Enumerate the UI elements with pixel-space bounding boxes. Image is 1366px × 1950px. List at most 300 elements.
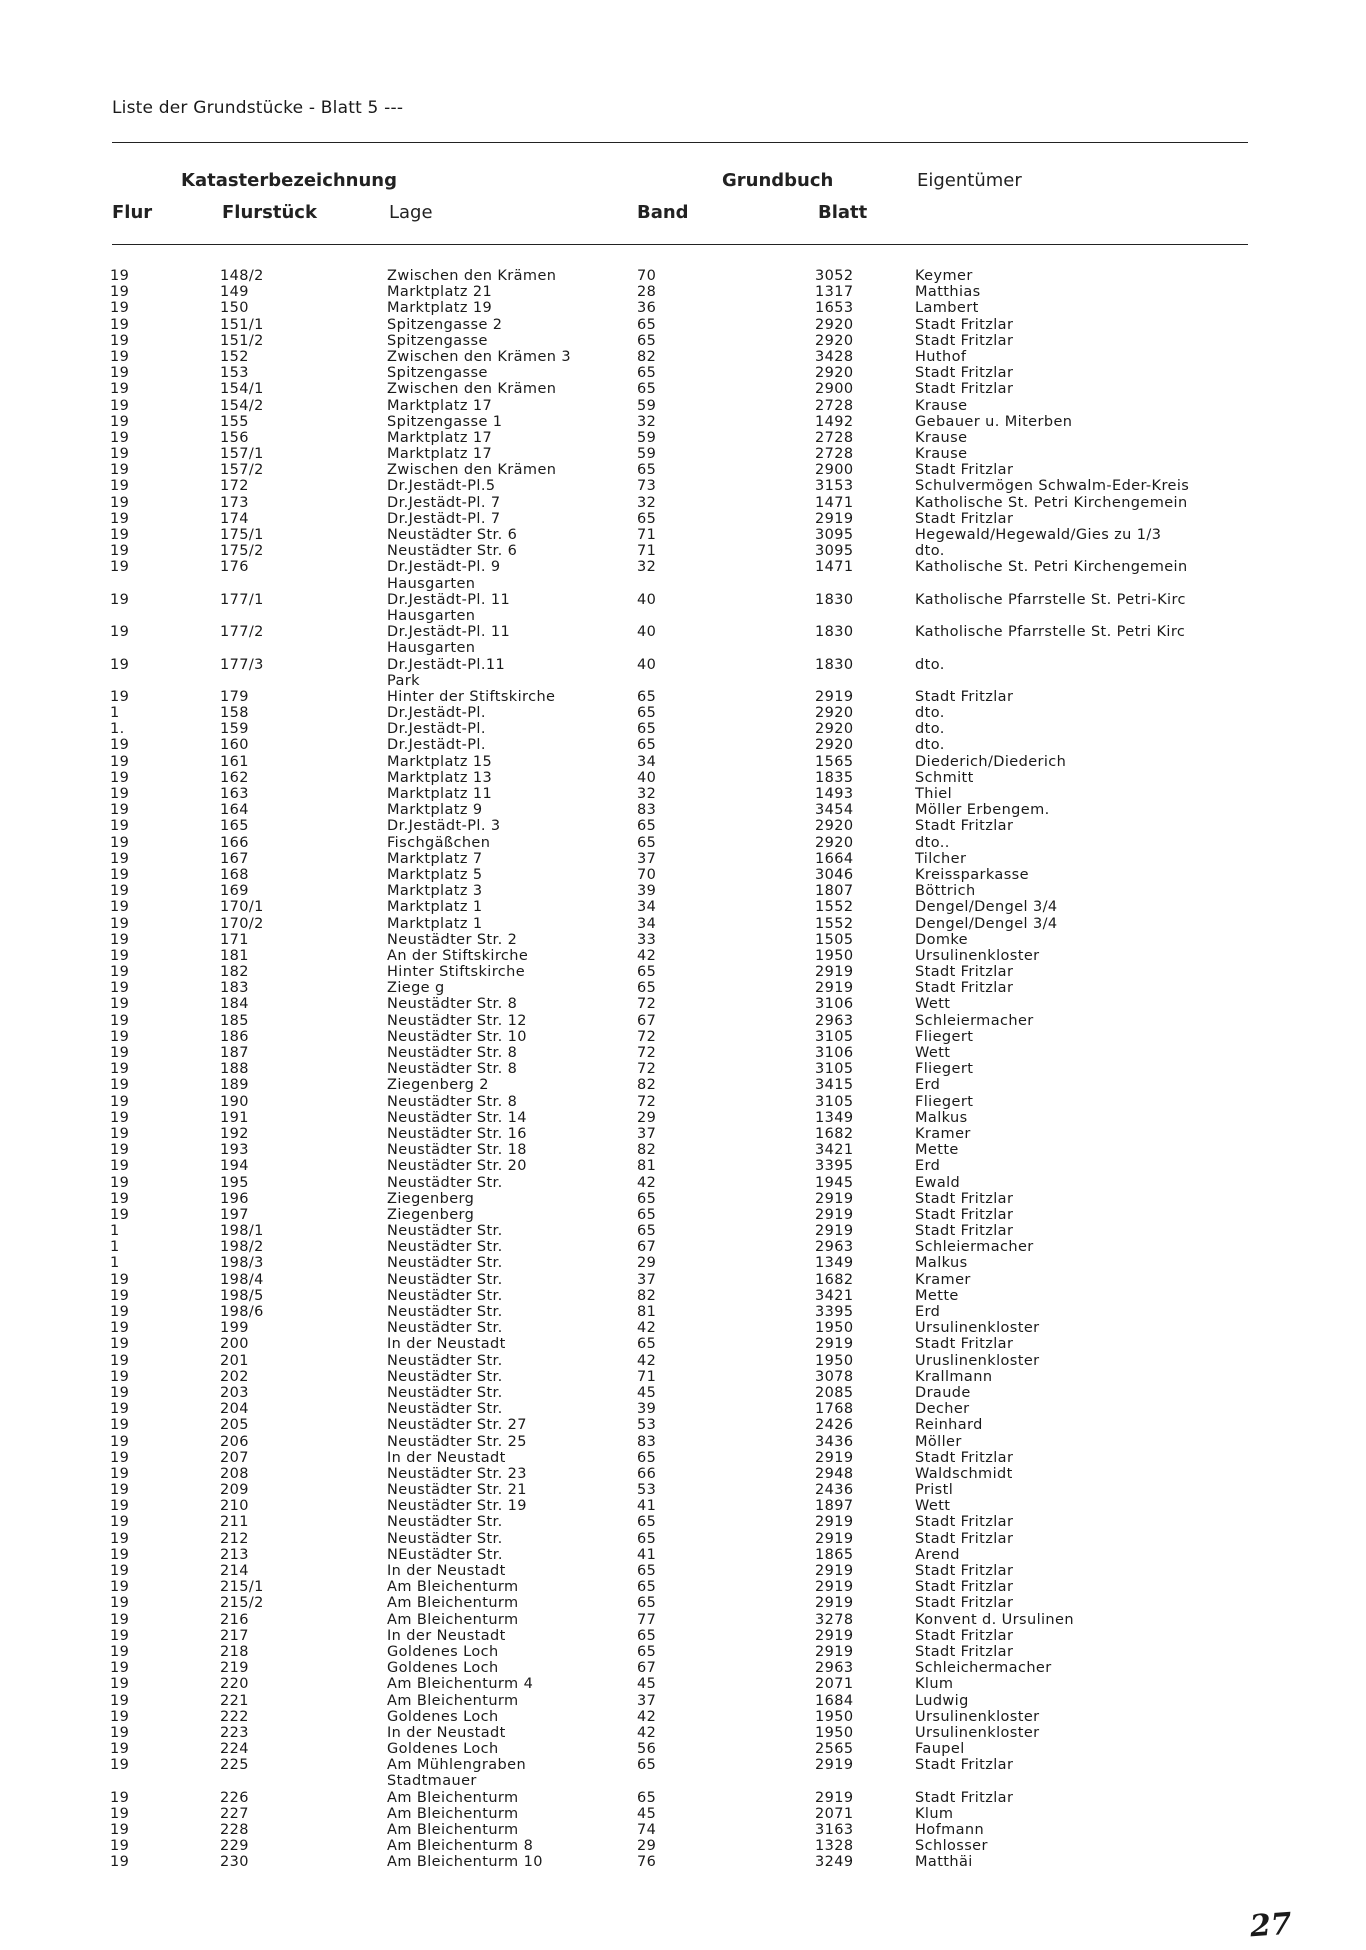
cell-lage: Marktplatz 9 [387,802,483,819]
cell-lage: Neustädter Str. 19 [387,1498,527,1515]
table-row [0,1547,1366,1563]
cell-flurstueck: 158 [220,705,249,722]
cell-eigentuemer: Stadt Fritzlar [915,1595,1014,1612]
cell-flur: 19 [110,1384,130,1401]
cell-band: 37 [637,1692,657,1709]
cell-lage: Hausgarten [387,575,476,592]
table-row [0,1045,1366,1061]
cell-band: 77 [637,1611,657,1628]
cell-blatt: 2919 [815,964,854,981]
cell-blatt: 1682 [815,1125,854,1142]
cell-eigentuemer: Mette [915,1287,959,1304]
cell-flurstueck: 152 [220,348,249,365]
cell-flur: 19 [110,1530,130,1547]
cell-lage: Neustädter Str. 20 [387,1158,527,1175]
cell-lage: Goldenes Loch [387,1660,499,1677]
cell-lage: Neustädter Str. [387,1174,503,1191]
cell-eigentuemer: Erd [915,1304,941,1320]
cell-flur: 19 [110,478,130,495]
cell-flur: 19 [110,1805,130,1822]
cell-flurstueck: 220 [220,1676,249,1693]
cell-band: 65 [637,1206,657,1223]
cell-band: 72 [637,996,657,1013]
cell-band: 73 [637,478,657,495]
cell-band: 39 [637,1401,657,1418]
cell-eigentuemer: Hegewald/Hegewald/Gies zu 1/3 [915,527,1162,543]
cell-flur: 19 [110,931,130,948]
cell-eigentuemer: Malkus [915,1255,968,1272]
cell-eigentuemer: Stadt Fritzlar [915,1627,1014,1644]
cell-blatt: 1950 [815,1320,854,1337]
cell-blatt: 2920 [815,705,854,722]
table-row [0,1094,1366,1110]
cell-flurstueck: 221 [220,1692,249,1709]
cell-lage: Dr.Jestädt-Pl. [387,721,486,738]
cell-eigentuemer: Wett [915,1045,951,1061]
cell-flurstueck: 229 [220,1838,249,1855]
cell-blatt: 3395 [815,1158,854,1175]
cell-lage: Am Bleichenturm [387,1595,519,1612]
cell-flurstueck: 224 [220,1741,249,1758]
cell-band: 65 [637,1789,657,1806]
cell-band: 32 [637,494,657,511]
table-row [0,1563,1366,1579]
cell-blatt: 3153 [815,478,854,495]
cell-flur: 19 [110,769,130,786]
table-row [0,1676,1366,1692]
cell-flurstueck: 191 [220,1109,249,1126]
cell-band: 65 [637,365,657,382]
cell-flurstueck: 159 [220,721,249,738]
cell-blatt: 2900 [815,462,854,479]
cell-band: 45 [637,1805,657,1822]
cell-flurstueck: 164 [220,802,249,819]
cell-band: 45 [637,1384,657,1401]
cell-blatt: 2919 [815,1514,854,1531]
cell-flurstueck: 187 [220,1045,249,1061]
cell-flurstueck: 194 [220,1158,249,1175]
cell-eigentuemer: Katholische St. Petri Kirchengemein [915,494,1188,511]
cell-band: 65 [637,462,657,479]
cell-flurstueck: 156 [220,429,249,446]
cell-blatt: 2920 [815,834,854,851]
table-row [0,1595,1366,1611]
table-row [0,495,1366,511]
cell-lage: Neustädter Str. 10 [387,1028,527,1045]
cell-flur: 19 [110,1482,130,1499]
cell-blatt: 2919 [815,1757,854,1774]
cell-eigentuemer: Schlosser [915,1838,988,1855]
cell-eigentuemer: dto. [915,737,945,754]
cell-flur: 19 [110,316,130,333]
cell-flurstueck: 176 [220,559,249,576]
cell-flur: 19 [110,964,130,981]
cell-band: 59 [637,429,657,446]
cell-eigentuemer: Ludwig [915,1692,969,1709]
cell-band: 65 [637,980,657,997]
cell-blatt: 3078 [815,1368,854,1385]
cell-eigentuemer: Ursulinenkloster [915,947,1040,964]
cell-blatt: 2919 [815,1190,854,1207]
cell-flurstueck: 206 [220,1433,249,1450]
cell-eigentuemer: Katholische St. Petri Kirchengemein [915,559,1188,576]
cell-flurstueck: 175/2 [220,543,264,560]
cell-flurstueck: 154/2 [220,397,264,414]
cell-blatt: 2085 [815,1384,854,1401]
table-row [0,527,1366,543]
table-row [0,835,1366,851]
table-row [0,899,1366,915]
cell-eigentuemer: Ewald [915,1174,961,1191]
table-row [0,1288,1366,1304]
cell-lage: Marktplatz 11 [387,786,493,802]
table-row [0,1693,1366,1709]
header-blatt: Blatt [818,202,868,223]
cell-lage: Marktplatz 21 [387,284,493,301]
cell-flur: 19 [110,494,130,511]
cell-flur: 19 [110,527,130,543]
cell-lage: Neustädter Str. [387,1223,503,1240]
cell-blatt: 1653 [815,300,854,317]
cell-flur: 19 [110,688,130,705]
cell-eigentuemer: Stadt Fritzlar [915,1643,1014,1660]
cell-blatt: 2919 [815,1595,854,1612]
cell-flur: 19 [110,365,130,382]
cell-blatt: 3428 [815,348,854,365]
cell-eigentuemer: Klum [915,1676,954,1693]
cell-eigentuemer: Malkus [915,1109,968,1126]
table-row [0,1790,1366,1806]
cell-band: 33 [637,931,657,948]
cell-blatt: 2919 [815,1223,854,1240]
cell-blatt: 2919 [815,980,854,997]
cell-blatt: 1565 [815,753,854,770]
cell-blatt: 3421 [815,1287,854,1304]
table-row [0,705,1366,721]
cell-flurstueck: 183 [220,980,249,997]
cell-lage: Neustädter Str. 2 [387,931,518,948]
cell-blatt: 2919 [815,1206,854,1223]
cell-flurstueck: 204 [220,1401,249,1418]
cell-blatt: 1945 [815,1174,854,1191]
cell-blatt: 3278 [815,1611,854,1628]
table-row [0,268,1366,284]
cell-band: 65 [637,1190,657,1207]
cell-band: 59 [637,446,657,463]
table-row [0,1514,1366,1530]
cell-flur: 19 [110,802,130,819]
cell-band: 42 [637,1320,657,1337]
cell-band: 37 [637,850,657,867]
cell-flurstueck: 186 [220,1028,249,1045]
cell-flur: 19 [110,996,130,1013]
cell-eigentuemer: Schleiermacher [915,1012,1034,1029]
cell-flur: 19 [110,1287,130,1304]
cell-eigentuemer: Fliegert [915,1028,974,1045]
cell-blatt: 2948 [815,1465,854,1482]
cell-flurstueck: 213 [220,1546,249,1563]
cell-band: 59 [637,397,657,414]
table-row [0,1175,1366,1191]
cell-flur: 19 [110,1465,130,1482]
cell-band: 83 [637,802,657,819]
cell-lage: Neustädter Str. [387,1530,503,1547]
table-row [0,1061,1366,1077]
cell-flur: 19 [110,737,130,754]
cell-flurstueck: 198/1 [220,1223,264,1240]
cell-flur: 19 [110,1061,130,1078]
cell-flurstueck: 215/2 [220,1595,264,1612]
cell-band: 65 [637,332,657,349]
cell-eigentuemer: Draude [915,1384,971,1401]
cell-lage: Marktplatz 1 [387,915,483,932]
header-katasterbezeichnung: Katasterbezeichnung [181,170,398,191]
cell-eigentuemer: Ursulinenkloster [915,1708,1040,1725]
cell-eigentuemer: Stadt Fritzlar [915,381,1014,398]
cell-lage: Dr.Jestädt-Pl. 7 [387,510,501,527]
cell-eigentuemer: Erd [915,1077,941,1094]
cell-lage: Neustädter Str. [387,1384,503,1401]
cell-flur: 1. [110,721,125,738]
cell-band: 72 [637,1045,657,1061]
cell-band: 45 [637,1676,657,1693]
cell-lage: Ziege g [387,980,445,997]
cell-lage: Zwischen den Krämen 3 [387,348,572,365]
cell-blatt: 3436 [815,1433,854,1450]
cell-flurstueck: 198/4 [220,1271,264,1288]
table-row [0,1369,1366,1385]
cell-flurstueck: 177/3 [220,656,264,673]
cell-eigentuemer: Schulvermögen Schwalm-Eder-Kreis [915,478,1190,495]
cell-flur: 19 [110,1077,130,1094]
cell-lage: Stadtmauer [387,1773,477,1790]
cell-flur: 19 [110,786,130,802]
cell-lage: Neustädter Str. [387,1287,503,1304]
cell-band: 65 [637,964,657,981]
cell-flur: 19 [110,834,130,851]
header-band: Band [637,202,689,223]
cell-lage: Am Bleichenturm 10 [387,1854,543,1871]
cell-lage: Neustädter Str. 8 [387,996,518,1013]
cell-eigentuemer: Krause [915,397,968,414]
cell-flur: 19 [110,883,130,900]
cell-band: 72 [637,1093,657,1110]
cell-flurstueck: 174 [220,510,249,527]
table-row [0,1239,1366,1255]
cell-flurstueck: 226 [220,1789,249,1806]
cell-blatt: 2900 [815,381,854,398]
cell-band: 65 [637,1336,657,1353]
cell-band: 42 [637,947,657,964]
cell-lage: In der Neustadt [387,1336,506,1353]
cell-lage: Neustädter Str. 27 [387,1417,527,1434]
cell-band: 36 [637,300,657,317]
table-row [0,883,1366,899]
cell-flur: 19 [110,1546,130,1563]
cell-flurstueck: 166 [220,834,249,851]
cell-eigentuemer: Dengel/Dengel 3/4 [915,915,1058,932]
table-row [0,964,1366,980]
cell-flurstueck: 151/2 [220,332,264,349]
table-row [0,317,1366,333]
cell-flur: 19 [110,1206,130,1223]
cell-flur: 19 [110,1579,130,1596]
cell-eigentuemer: dto.. [915,834,950,851]
table-row [0,1223,1366,1239]
table-row [0,996,1366,1012]
cell-band: 74 [637,1822,657,1838]
cell-lage: Am Bleichenturm [387,1692,519,1709]
cell-lage: Marktplatz 13 [387,769,493,786]
cell-eigentuemer: Stadt Fritzlar [915,510,1014,527]
cell-band: 65 [637,1643,657,1660]
cell-eigentuemer: Krause [915,446,968,463]
cell-flur: 19 [110,1304,130,1320]
cell-flur: 19 [110,1401,130,1418]
cell-flurstueck: 196 [220,1190,249,1207]
cell-lage: Neustädter Str. 8 [387,1061,518,1078]
cell-lage: Marktplatz 17 [387,446,493,463]
table-row [0,284,1366,300]
cell-flur: 19 [110,1028,130,1045]
cell-lage: Am Bleichenturm [387,1611,519,1628]
cell-flur: 19 [110,850,130,867]
cell-eigentuemer: Katholische Pfarrstelle St. Petri-Kirc [915,591,1186,608]
cell-lage: Neustädter Str. [387,1271,503,1288]
cell-blatt: 3163 [815,1822,854,1838]
cell-lage: Neustädter Str. 6 [387,527,518,543]
cell-eigentuemer: Ursulinenkloster [915,1724,1040,1741]
cell-flur: 19 [110,1174,130,1191]
cell-band: 65 [637,316,657,333]
cell-band: 67 [637,1660,657,1677]
table-row [0,1531,1366,1547]
cell-lage: Am Bleichenturm [387,1579,519,1596]
table-row [0,608,1366,624]
cell-eigentuemer: Fliegert [915,1093,974,1110]
cell-band: 66 [637,1465,657,1482]
cell-flurstueck: 162 [220,769,249,786]
cell-band: 41 [637,1546,657,1563]
table-row [0,349,1366,365]
cell-band: 34 [637,899,657,916]
cell-flurstueck: 168 [220,866,249,883]
cell-eigentuemer: Dengel/Dengel 3/4 [915,899,1058,916]
cell-flurstueck: 184 [220,996,249,1013]
table-row [0,576,1366,592]
cell-blatt: 3105 [815,1093,854,1110]
cell-eigentuemer: Hofmann [915,1822,985,1838]
cell-flurstueck: 182 [220,964,249,981]
header-eigentuemer: Eigentümer [917,170,1022,191]
cell-flur: 1 [110,1255,120,1272]
cell-blatt: 1664 [815,850,854,867]
cell-flurstueck: 201 [220,1352,249,1369]
cell-band: 65 [637,1595,657,1612]
cell-eigentuemer: Stadt Fritzlar [915,1530,1014,1547]
cell-band: 40 [637,591,657,608]
cell-eigentuemer: Thiel [915,786,953,802]
cell-eigentuemer: Stadt Fritzlar [915,1579,1014,1596]
cell-lage: Neustädter Str. [387,1304,503,1320]
table-row [0,657,1366,673]
table-row [0,1304,1366,1320]
cell-lage: Neustädter Str. [387,1514,503,1531]
cell-band: 82 [637,1077,657,1094]
cell-flurstueck: 177/2 [220,624,264,641]
cell-band: 29 [637,1838,657,1855]
cell-eigentuemer: Pristl [915,1482,954,1499]
cell-blatt: 2919 [815,1336,854,1353]
cell-blatt: 1349 [815,1255,854,1272]
cell-blatt: 2071 [815,1676,854,1693]
cell-blatt: 2963 [815,1660,854,1677]
cell-flurstueck: 157/1 [220,446,264,463]
cell-blatt: 1950 [815,947,854,964]
cell-band: 65 [637,818,657,835]
cell-blatt: 2071 [815,1805,854,1822]
cell-flur: 19 [110,1514,130,1531]
cell-flurstueck: 219 [220,1660,249,1677]
cell-band: 29 [637,1109,657,1126]
cell-blatt: 1349 [815,1109,854,1126]
table-row [0,1142,1366,1158]
cell-flurstueck: 161 [220,753,249,770]
cell-flur: 19 [110,1368,130,1385]
cell-flur: 19 [110,1125,130,1142]
cell-flurstueck: 190 [220,1093,249,1110]
cell-lage: Marktplatz 3 [387,883,483,900]
table-row [0,932,1366,948]
cell-lage: Neustädter Str. 12 [387,1012,527,1029]
cell-lage: Neustädter Str. [387,1368,503,1385]
cell-band: 41 [637,1498,657,1515]
cell-band: 70 [637,268,657,284]
cell-eigentuemer: Fliegert [915,1061,974,1078]
table-row [0,1709,1366,1725]
cell-blatt: 3395 [815,1304,854,1320]
cell-blatt: 3415 [815,1077,854,1094]
table-row [0,1385,1366,1401]
cell-blatt: 2920 [815,332,854,349]
cell-eigentuemer: Stadt Fritzlar [915,818,1014,835]
cell-flurstueck: 150 [220,300,249,317]
cell-band: 71 [637,543,657,560]
cell-blatt: 1328 [815,1838,854,1855]
cell-blatt: 1768 [815,1401,854,1418]
cell-band: 29 [637,1255,657,1272]
table-row [0,478,1366,494]
cell-lage: Dr.Jestädt-Pl. 3 [387,818,501,835]
cell-eigentuemer: Stadt Fritzlar [915,1190,1014,1207]
table-row [0,1417,1366,1433]
cell-flurstueck: 188 [220,1061,249,1078]
cell-band: 67 [637,1239,657,1256]
cell-flur: 19 [110,1012,130,1029]
cell-eigentuemer: Krallmann [915,1368,993,1385]
cell-band: 65 [637,721,657,738]
table-row [0,381,1366,397]
cell-flurstueck: 200 [220,1336,249,1353]
cell-band: 37 [637,1271,657,1288]
cell-flurstueck: 203 [220,1384,249,1401]
table-row [0,721,1366,737]
cell-band: 71 [637,527,657,543]
header-rule-top [112,142,1248,143]
table-row [0,1272,1366,1288]
cell-band: 72 [637,1061,657,1078]
table-row [0,365,1366,381]
